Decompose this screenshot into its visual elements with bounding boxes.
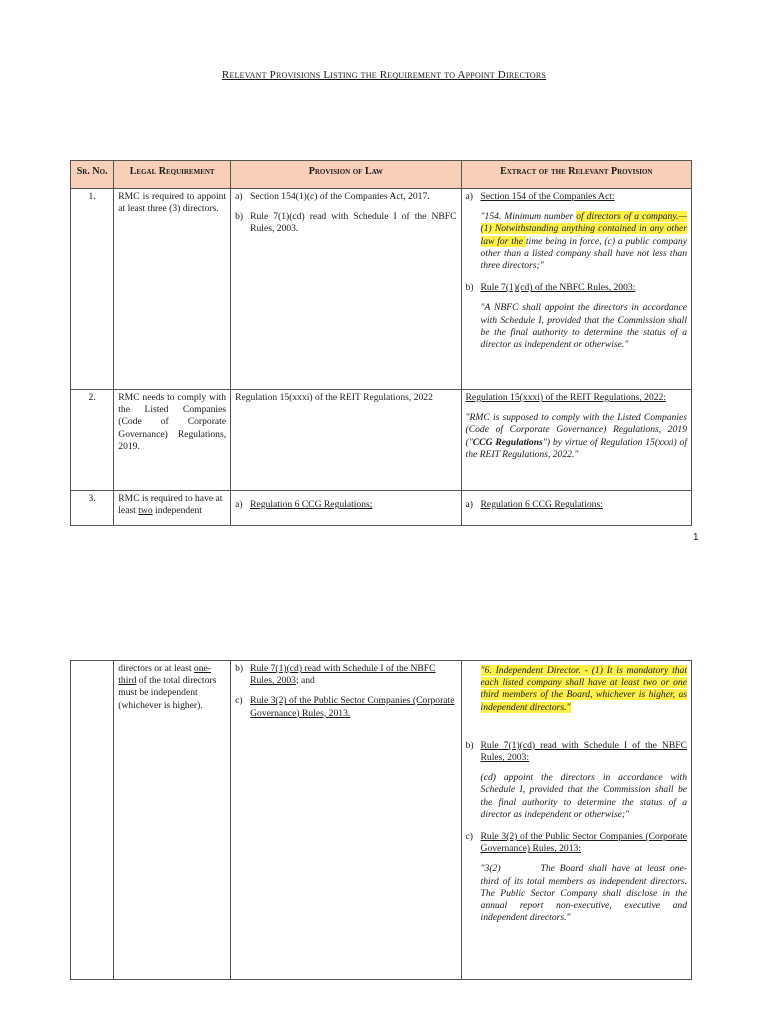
quote-text: ") by virtue of Regulation 15(xxxi) of the REIT Regulations, 2022." [465, 436, 687, 460]
quote-text: "RMC is supposed to comply with the Listed Companies (Code of Corporate Governance) Regulations, 2019 (" [465, 412, 687, 448]
extract-quote [466, 412, 687, 461]
extract-heading: Regulation 6 CCG Regulations: [480, 499, 603, 510]
list-label: a) [465, 191, 473, 202]
quote-text: "3(2) [480, 863, 501, 875]
row-provision [231, 491, 461, 526]
provision-text: Section 154(1)(c) of the Companies Act, 2017. [250, 191, 430, 202]
extract-heading: Rule 3(2) of the Public Sector Companies (Corporate Governance) Rules, 2013: [480, 831, 687, 855]
highlighted-text: of directors of a company.—(1) Notwithstanding anything contained in any other law for the [480, 211, 687, 247]
legal-underlined: one-third [118, 663, 211, 687]
table-row [71, 661, 692, 980]
page-number: 1 [693, 532, 699, 543]
header-sr-no: Sr. No. [71, 161, 114, 189]
legal-text: independent [152, 505, 202, 517]
extract-quote [466, 863, 687, 924]
extract-quote: "A NBFC shall appoint the directors in accordance with Schedule I, provided that the Commission shall be the final authority to determine the status of a director as independent or otherwise." [480, 302, 687, 351]
list-label: b) [465, 282, 474, 294]
row-legal-requirement: RMC needs to comply with the Listed Companies (Code of Corporate Governance) Regulations, 2019. [114, 390, 231, 491]
row-legal-requirement: RMC is required to appoint at least three (3) directors. [114, 189, 231, 390]
extract-heading: Section 154 of the Companies Act: [480, 191, 615, 202]
header-provision-of-law: Provision of Law [231, 161, 461, 189]
row-legal-requirement [114, 491, 231, 526]
row-sr-no: 2. [71, 390, 114, 491]
provision-text: Regulation 6 CCG Regulations; [250, 499, 373, 510]
list-label: b) [235, 663, 244, 674]
extract-quote [466, 211, 687, 272]
provision-text: Rule 3(2) of the Public Sector Companies (Corporate Governance) Rules, 2013. [250, 695, 455, 719]
row-extract [461, 491, 691, 526]
legal-text: of the total directors must be independent (whichever is higher). [118, 675, 217, 711]
legal-underlined: two [138, 505, 153, 517]
row-legal-requirement [114, 661, 231, 980]
page-title: Relevant Provisions Listing the Requirement to Appoint Directors [221, 69, 547, 81]
extract-heading: Regulation 15(xxxi) of the REIT Regulations, 2022: [465, 392, 666, 403]
extract-quote: (cd) appoint the directors in accordance with Schedule I, provided that the Commission shall be the final authority to determine the status of a director as independent or otherwise;" [480, 772, 687, 820]
quote-text: "154. Minimum number [480, 211, 577, 223]
highlighted-text: "6. Independent Director. - (1) It is mandatory that each listed company shall have at least two or one third members of the Board, whichever is higher, as independent directors." [480, 665, 687, 713]
header-extract: Extract of the Relevant Provision [461, 161, 691, 189]
provision-underlined: Rule 7(1)(cd) read with Schedule I of the NBFC Rules, 2003 [250, 663, 436, 687]
extract-heading: Rule 7(1)(cd) read with Schedule I of the NBFC Rules, 2003: [480, 739, 687, 764]
list-label: b) [235, 211, 244, 223]
list-label: a) [235, 499, 243, 510]
row-sr-no: 1. [71, 189, 114, 390]
row-sr-no: 3. [71, 491, 114, 526]
legal-text: directors or at least [118, 663, 194, 674]
extract-quote [466, 665, 687, 714]
list-label: c) [465, 831, 473, 843]
row-provision: Regulation 15(xxxi) of the REIT Regulations, 2022 [231, 390, 461, 491]
list-label: b) [465, 739, 474, 751]
provisions-table-continued [70, 660, 692, 980]
header-legal-requirement: Legal Requirement [114, 161, 231, 189]
row-extract [461, 390, 691, 491]
row-extract [461, 189, 691, 390]
quote-bold-text: CCG Regulations [472, 436, 543, 448]
provisions-table [70, 160, 692, 526]
quote-text: The Board shall have at least one-third of its total members as independent directors. The Public Sector Company shall disclose in the annual report non-executive, executive and independent directors." [480, 863, 687, 924]
provision-text: Rule 7(1)(cd) read with Schedule I of the NBFC Rules, 2003. [250, 211, 457, 235]
table-row [71, 390, 692, 491]
table-header-row [71, 161, 692, 189]
list-label: a) [235, 191, 243, 202]
row-extract [461, 661, 691, 980]
quote-text: time being in force, (c) a public company other than a listed company shall have not less than three directors;" [480, 235, 687, 272]
provision-text [250, 663, 456, 687]
list-label: a) [465, 499, 473, 510]
row-provision [231, 189, 461, 390]
table-row [71, 491, 692, 526]
table-row [71, 189, 692, 390]
row-sr-no [71, 661, 114, 980]
provision-rest: ; and [295, 675, 315, 687]
list-label: c) [235, 695, 243, 707]
extract-heading: Rule 7(1)(cd) of the NBFC Rules, 2003: [480, 282, 636, 294]
legal-text: RMC is required to have at least [118, 493, 223, 517]
row-provision [231, 661, 461, 980]
